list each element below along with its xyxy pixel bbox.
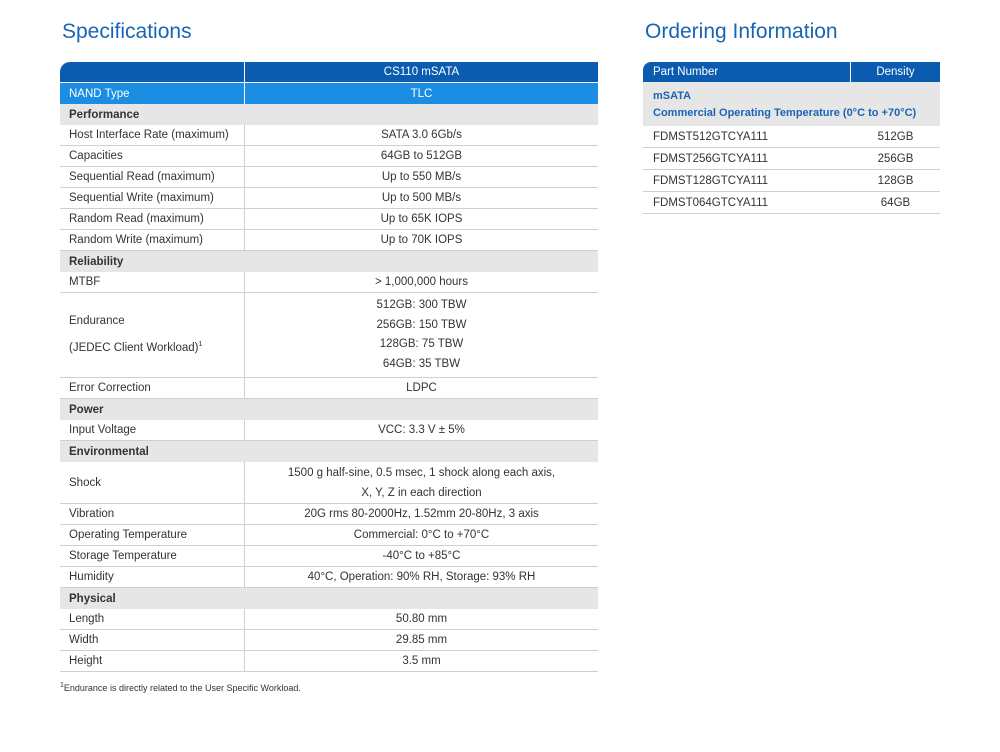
endurance-value: 64GB: 35 TBW	[382, 357, 461, 370]
spec-row	[60, 651, 598, 672]
spec-label: Humidity	[60, 567, 245, 587]
spec-value: Up to 550 MB/s	[381, 171, 462, 183]
spec-row	[60, 146, 598, 167]
spec-label: Capacities	[60, 146, 245, 166]
endurance-value: 128GB: 75 TBW	[379, 338, 464, 350]
spec-row	[60, 188, 598, 209]
spec-row	[60, 525, 598, 546]
endurance-sublabel-wrap	[69, 333, 202, 360]
section-power: Power	[60, 399, 598, 420]
ordering-header-density: Density	[876, 66, 915, 78]
spec-label: MTBF	[60, 272, 245, 292]
ordering-group-subtitle: Commercial Operating Temperature (0°C to +70°C)	[653, 107, 917, 119]
spec-label: Random Write (maximum)	[60, 230, 245, 250]
spec-label: Sequential Read (maximum)	[60, 167, 245, 187]
spec-row	[60, 167, 598, 188]
spec-label: Height	[60, 651, 245, 671]
spec-value: 20G rms 80-2000Hz, 1.52mm 20-80Hz, 3 axis	[304, 508, 539, 520]
spec-value: Up to 500 MB/s	[381, 192, 462, 204]
spec-value: 29.85 mm	[395, 634, 448, 646]
shock-line: X, Y, Z in each direction	[361, 486, 482, 499]
ordering-header-row	[643, 62, 940, 82]
spec-header-row	[60, 62, 598, 83]
nand-type-value: TLC	[410, 87, 433, 100]
spec-row	[60, 420, 598, 441]
endurance-value: 256GB: 150 TBW	[376, 318, 467, 331]
spec-row	[60, 567, 598, 588]
endurance-footnote-mark: 1	[198, 341, 203, 349]
spec-row	[60, 609, 598, 630]
density: 128GB	[877, 174, 914, 187]
spec-label: Storage Temperature	[60, 546, 245, 566]
spec-value: 3.5 mm	[402, 655, 441, 667]
density: 256GB	[877, 152, 914, 165]
spec-value: 40°C, Operation: 90% RH, Storage: 93% RH	[307, 571, 536, 583]
spec-label: Vibration	[60, 504, 245, 524]
density: 64GB	[880, 196, 911, 209]
part-number: FDMST256GTCYA111	[653, 152, 769, 165]
endurance-label: Endurance	[69, 315, 125, 328]
ordering-row	[643, 126, 940, 148]
spec-row	[60, 504, 598, 525]
ordering-group	[643, 82, 940, 126]
footnote-mark: 1	[60, 682, 64, 689]
ordering-row	[643, 192, 940, 214]
spec-header-product: CS110 mSATA	[383, 66, 460, 78]
endurance-label-cell	[60, 293, 245, 377]
ordering-row	[643, 170, 940, 192]
spec-label: Random Read (maximum)	[60, 209, 245, 229]
density: 512GB	[877, 130, 914, 143]
spec-row	[60, 209, 598, 230]
spec-row	[60, 125, 598, 146]
spec-value: -40°C to +85°C	[382, 550, 461, 562]
spec-row	[60, 630, 598, 651]
part-number: FDMST064GTCYA111	[653, 196, 769, 209]
endurance-values	[245, 293, 598, 377]
ordering-header-part-number: Part Number	[643, 62, 851, 82]
shock-line: 1500 g half-sine, 0.5 msec, 1 shock along each axis,	[287, 466, 556, 479]
ordering-group-name: mSATA	[653, 90, 692, 102]
spec-label: Sequential Write (maximum)	[60, 188, 245, 208]
section-physical: Physical	[60, 588, 598, 609]
spec-label: Width	[60, 630, 245, 650]
nand-type-row	[60, 83, 598, 104]
spec-row	[60, 230, 598, 251]
spec-label: Host Interface Rate (maximum)	[60, 125, 245, 145]
footnote-text: Endurance is directly related to the User Specific Workload.	[63, 683, 301, 693]
endurance-value: 512GB: 300 TBW	[376, 299, 467, 311]
footnote	[60, 682, 301, 693]
shock-row	[60, 462, 598, 504]
spec-value: SATA 3.0 6Gb/s	[381, 129, 462, 141]
spec-row	[60, 546, 598, 567]
spec-row	[60, 272, 598, 293]
part-number: FDMST512GTCYA111	[653, 130, 769, 143]
spec-value: Up to 65K IOPS	[380, 213, 463, 225]
section-reliability: Reliability	[60, 251, 598, 272]
spec-value: 64GB to 512GB	[380, 150, 463, 162]
endurance-sublabel: (JEDEC Client Workload)	[69, 341, 199, 354]
spec-value: > 1,000,000 hours	[374, 276, 469, 288]
ordering-table	[643, 62, 940, 214]
spec-label: Operating Temperature	[60, 525, 245, 545]
spec-value: 50.80 mm	[395, 613, 448, 625]
section-performance: Performance	[60, 104, 598, 125]
spec-value: LDPC	[406, 382, 437, 394]
spec-value: VCC: 3.3 V ± 5%	[378, 424, 465, 436]
spec-row	[60, 378, 598, 399]
spec-label: Shock	[60, 462, 245, 503]
spec-label: Input Voltage	[60, 420, 245, 440]
ordering-row	[643, 148, 940, 170]
spec-label: Length	[60, 609, 245, 629]
ordering-title: Ordering Information	[645, 20, 838, 43]
spec-label: Error Correction	[60, 378, 245, 398]
spec-header-blank	[60, 62, 245, 82]
endurance-row	[60, 293, 598, 378]
spec-value: Up to 70K IOPS	[380, 234, 463, 246]
shock-values	[245, 462, 598, 503]
part-number: FDMST128GTCYA111	[653, 174, 769, 187]
section-environmental: Environmental	[60, 441, 598, 462]
nand-type-label: NAND Type	[60, 83, 245, 104]
specifications-table	[60, 62, 598, 672]
spec-value: Commercial: 0°C to +70°C	[353, 529, 490, 541]
specifications-title: Specifications	[62, 20, 192, 43]
